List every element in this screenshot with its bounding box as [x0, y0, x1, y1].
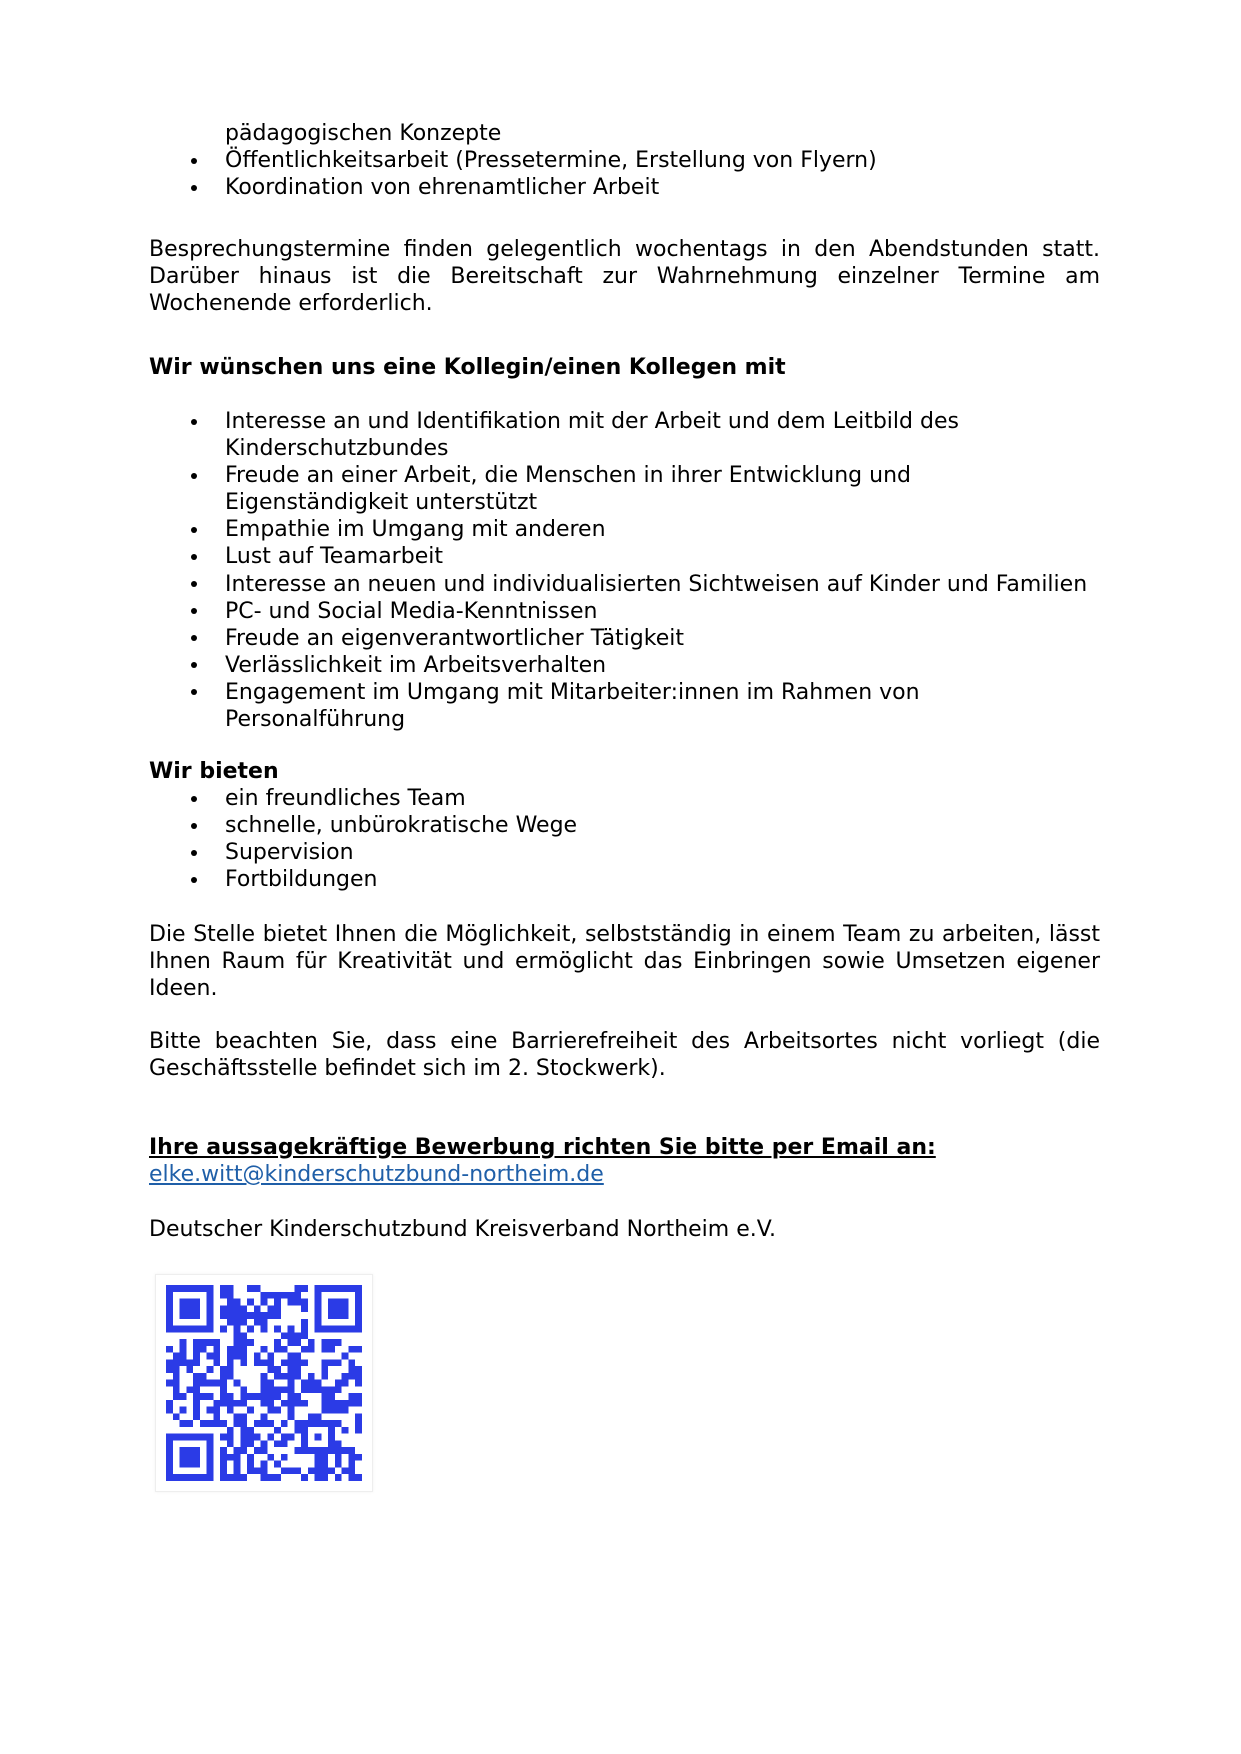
- position-paragraph: [149, 921, 1100, 1002]
- requirements-heading: Wir wünschen uns eine Kollegin/einen Kollegen mit: [149, 355, 786, 380]
- paragraph-line: Wochenende erforderlich.: [149, 291, 433, 317]
- list-item: Verlässlichkeit im Arbeitsverhalten: [149, 652, 1100, 679]
- meetings-paragraph: [149, 236, 1100, 317]
- contact-email-line: [149, 1161, 1100, 1188]
- list-item: PC- und Social Media-Kenntnissen: [149, 598, 1100, 625]
- list-item: Lust auf Teamarbeit: [149, 543, 1100, 570]
- qr-alignment-pattern: [301, 1420, 335, 1454]
- list-item: ein freundliches Team: [149, 785, 1100, 812]
- accessibility-paragraph: [149, 1028, 1100, 1082]
- qr-finder-top-left: [166, 1285, 213, 1332]
- list-item: Interesse an und Identifikation mit der Arbeit und dem Leitbild des Kinderschutzbundes: [149, 408, 1100, 462]
- list-item: Öffentlichkeitsarbeit (Pressetermine, Erstellung von Flyern): [149, 147, 1100, 174]
- qr-code-icon: [166, 1285, 362, 1481]
- list-item-continuation: pädagogischen Konzepte: [225, 121, 502, 146]
- list-item: Engagement im Umgang mit Mitarbeiter:innen im Rahmen von Personalführung: [149, 679, 1100, 733]
- list-item: Freude an eigenverantwortlicher Tätigkeit: [149, 625, 1100, 652]
- paragraph-line: Besprechungstermine finden gelegentlich wochentags in den Abendstunden statt.: [149, 237, 1100, 262]
- organization-name: Deutscher Kinderschutzbund Kreisverband Northeim e.V.: [149, 1217, 776, 1242]
- qr-finder-top-right: [315, 1285, 362, 1332]
- requirements-list: [149, 408, 1100, 733]
- list-item: Supervision: [149, 839, 1100, 866]
- paragraph-line: Geschäftsstelle befindet sich im 2. Stockwerk).: [149, 1056, 666, 1082]
- list-item: Freude an einer Arbeit, die Menschen in ihrer Entwicklung und Eigenständigkeit unterstützt: [149, 462, 1100, 516]
- list-item: Empathie im Umgang mit anderen: [149, 516, 1100, 543]
- paragraph-line: Ihnen Raum für Kreativität und ermöglicht das Einbringen sowie Umsetzen eigener: [149, 949, 1100, 975]
- offers-list: [149, 785, 1100, 893]
- paragraph-line: Bitte beachten Sie, dass eine Barrierefreiheit des Arbeitsortes nicht vorliegt (die: [149, 1029, 1100, 1054]
- tasks-list: [149, 147, 1100, 201]
- list-item: schnelle, unbürokratische Wege: [149, 812, 1100, 839]
- paragraph-line: Die Stelle bietet Ihnen die Möglichkeit, selbstständig in einem Team zu arbeiten, lässt: [149, 922, 1100, 947]
- contact-heading: Ihre aussagekräftige Bewerbung richten Sie bitte per Email an:: [149, 1135, 936, 1160]
- email-link[interactable]: elke.witt@kinderschutzbund-northeim.de: [149, 1162, 604, 1187]
- list-item: Interesse an neuen und individualisierten Sichtweisen auf Kinder und Familien: [149, 571, 1100, 598]
- list-item: Koordination von ehrenamtlicher Arbeit: [149, 174, 1100, 201]
- qr-finder-bottom-left: [166, 1434, 213, 1481]
- qr-code-frame: [155, 1274, 373, 1492]
- list-item: Fortbildungen: [149, 866, 1100, 893]
- paragraph-line: Ideen.: [149, 976, 218, 1002]
- offers-heading: Wir bieten: [149, 759, 279, 784]
- paragraph-line: Darüber hinaus ist die Bereitschaft zur Wahrnehmung einzelner Termine am: [149, 264, 1100, 290]
